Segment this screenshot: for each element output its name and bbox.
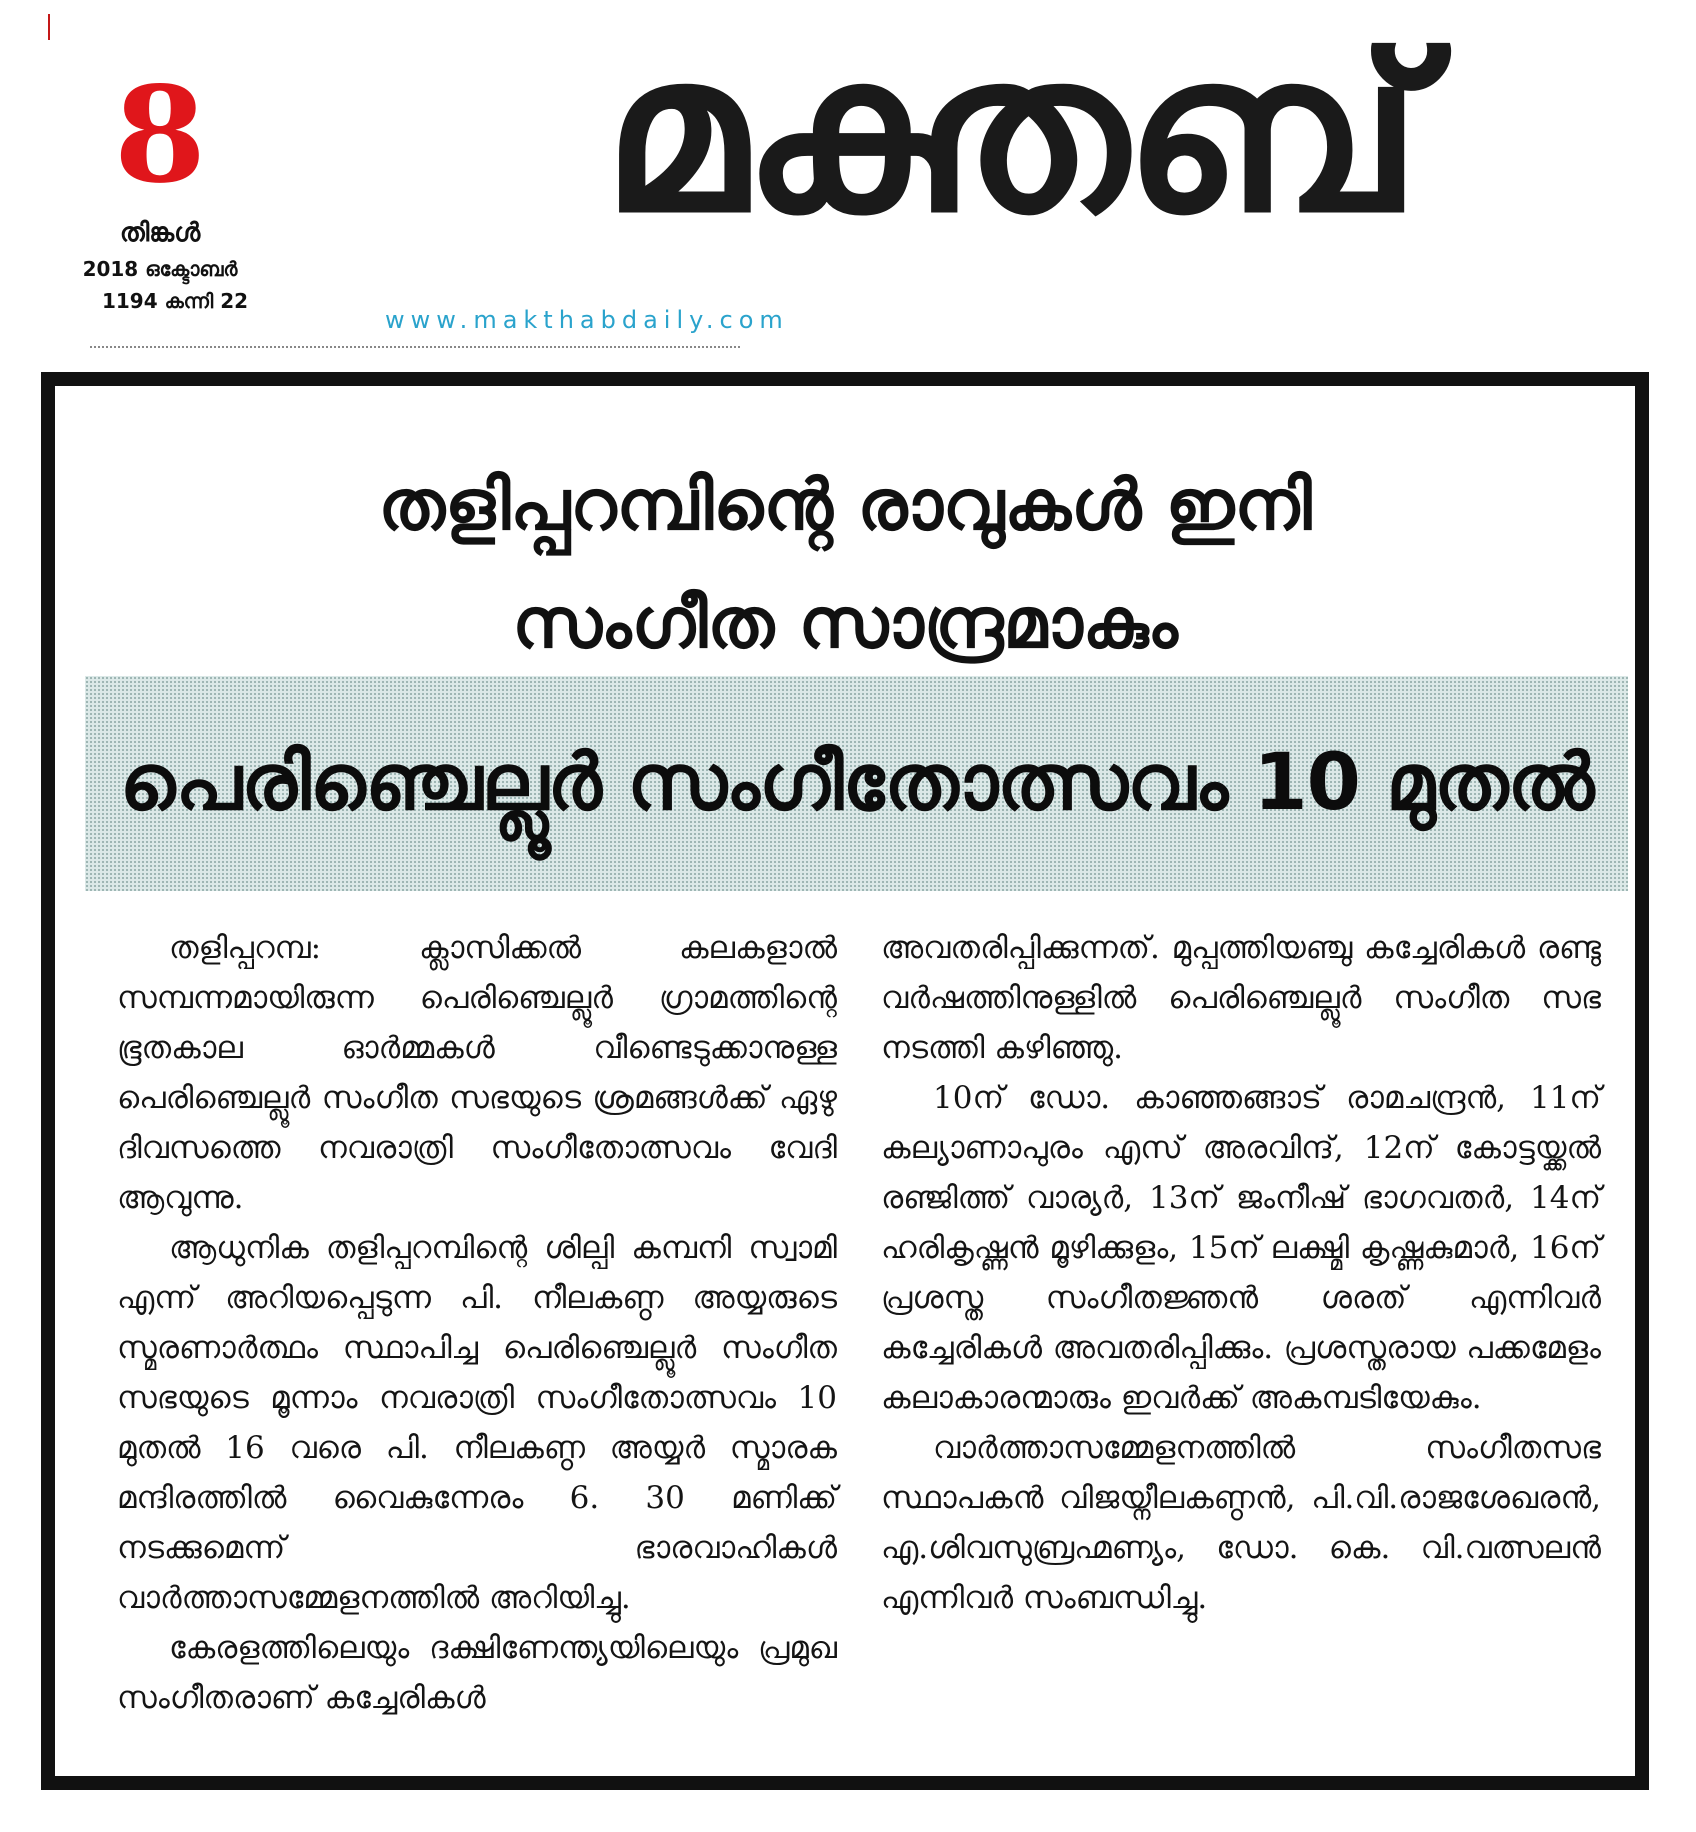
edge-mark <box>48 14 50 40</box>
date-malayalam: 1194 കന്നി 22 <box>101 289 249 313</box>
date-block <box>40 58 280 313</box>
body-column-left <box>117 923 837 1753</box>
body-paragraph: അവതരിപ്പിക്കുന്നത്. മുപ്പത്തിയഞ്ചു കച്ചേരികൾ രണ്ടു വർഷത്തിനുള്ളിൽ പെരിഞ്ചെല്ലൂർ സംഗീത സഭ നടത്തി കഴിഞ്ഞു. <box>881 930 1601 1066</box>
headline-line-2: സംഗീത സാന്ദ്രമാകും <box>512 582 1178 664</box>
date-weekday: തിങ്കൾ <box>119 218 201 248</box>
subhead-band <box>85 676 1628 891</box>
article-subhead: പെരിഞ്ചെല്ലൂർ സംഗീതോത്സവം 10 മുതൽ <box>119 738 1594 828</box>
news-article <box>41 372 1649 1790</box>
dotted-divider <box>90 346 740 348</box>
body-paragraph: കേരളത്തിലെയും ദക്ഷിണേന്ത്യയിലെയും പ്രമുഖ സംഗീതരാണ് കച്ചേരികൾ <box>117 1630 837 1716</box>
masthead-url: www.makthabdaily.com <box>385 306 789 334</box>
headline-line-1: തളിപ്പറമ്പിന്റെ രാവുകൾ ഇനി <box>378 464 1312 546</box>
body-paragraph: ആധുനിക തളിപ്പറമ്പിന്റെ ശില്പി കമ്പനി സ്വാമി എന്ന് അറിയപ്പെടുന്ന പി. നീലകണ്ഠ അയ്യരുടെ സ്മരണാർത്ഥം സ്ഥാപിച്ച പെരിഞ്ചെല്ലൂർ സംഗീത സഭയുടെ മൂന്നാം നവരാത്രി സംഗീതോത്സവം 10 മുതൽ 16 വരെ പി. നീലകണ്ഠ അയ്യർ സ്മാരക മന്ദിരത്തിൽ വൈകുന്നേരം 6. 30 മണിക്ക് നടക്കുമെന്ന് ഭാരവാഹികൾ വാർത്താസമ്മേളനത്തിൽ അറിയിച്ചു. <box>117 1230 837 1616</box>
date-gregorian: 2018 ഒക്ടോബർ <box>82 257 238 281</box>
masthead <box>405 0 1615 300</box>
body-paragraph: തളിപ്പറമ്പ: ക്ലാസിക്കൽ കലകളാൽ സമ്പന്നമായിരുന്ന പെരിഞ്ചെല്ലൂർ ഗ്രാമത്തിന്റെ ഭൂതകാല ഓർമ്മകൾ വീണ്ടെടുക്കാനുള്ള പെരിഞ്ചെല്ലൂർ സംഗീത സഭയുടെ ശ്രമങ്ങൾക്ക് ഏഴു ദിവസത്തെ നവരാത്രി സംഗീതോത്സവം വേദി ആവുന്നു. <box>117 930 837 1216</box>
body-column-right <box>881 923 1601 1753</box>
article-headline <box>55 446 1635 682</box>
body-paragraph: 10ന് ഡോ. കാഞ്ഞങ്ങാട് രാമചന്ദ്രൻ, 11ന് കല്യാണാപുരം എസ് അരവിന്ദ്, 12ന് കോട്ടയ്ക്കൽ രഞ്ജിത്ത് വാര്യർ, 13ന് ജംനീഷ് ഭാഗവതർ, 14ന് ഹരികൃഷ്ണൻ മൂഴിക്കുളം, 15ന് ലക്ഷ്മി കൃഷ്ണകുമാർ, 16ന് പ്രശസ്ത സംഗീതജ്ഞൻ ശരത് എന്നിവർ കച്ചേരികൾ അവതരിപ്പിക്കും. പ്രശസ്തരായ പക്കമേളം കലാകാരന്മാരും ഇവർക്ക് അകമ്പടിയേകും. <box>881 1080 1601 1416</box>
date-day: 8 <box>114 58 206 213</box>
masthead-logo: മക്തബ് <box>602 7 1418 262</box>
body-paragraph: വാർത്താസമ്മേളനത്തിൽ സംഗീതസഭ സ്ഥാപകൻ വിജയ്നീലകണ്ഠൻ, പി.വി.രാജശേഖരൻ, എ.ശിവസുബ്രഹ്മണ്യം, ഡോ. കെ. വി.വത്സലൻ എന്നിവർ സംബന്ധിച്ചു. <box>881 1430 1601 1616</box>
